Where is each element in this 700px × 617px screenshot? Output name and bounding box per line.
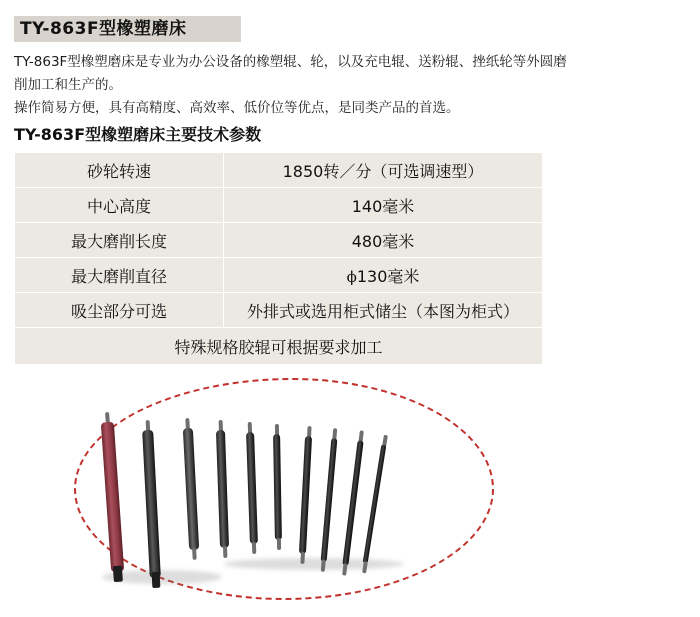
intro-text — [14, 52, 674, 121]
section-heading: TY-863F型橡塑磨床主要技术参数 — [14, 125, 262, 144]
roller-shadow — [224, 558, 404, 570]
spec-label: 中心高度 — [15, 188, 224, 223]
roller-tip-icon — [151, 572, 160, 588]
spec-value-diameter — [224, 258, 543, 293]
intro-line-3: 操作简易方便，具有高精度、高效率、低价位等优点，是同类产品的首选。 — [14, 100, 460, 116]
roller-tip-icon — [252, 542, 256, 554]
diameter-symbol: ϕ — [346, 267, 357, 286]
table-row — [15, 293, 543, 328]
table-row-note — [15, 328, 543, 365]
roller-tip-icon — [192, 548, 197, 560]
roller-tip-icon — [222, 546, 226, 558]
table-row — [15, 188, 543, 223]
spec-value: 外排式或选用柜式储尘（本图为柜式） — [224, 293, 543, 328]
spec-label: 最大磨削长度 — [15, 223, 224, 258]
table-row — [15, 223, 543, 258]
roller-tip-icon — [113, 566, 123, 583]
spec-label: 砂轮转速 — [15, 153, 224, 188]
roller-tip-icon — [276, 538, 280, 550]
spec-value: 1850转／分（可选调速型） — [224, 153, 543, 188]
rubber-rollers-photo — [14, 370, 686, 610]
table-row — [15, 258, 543, 293]
intro-line-2: 削加工和生产的。 — [14, 77, 122, 93]
spec-value: 140毫米 — [224, 188, 543, 223]
spec-table — [14, 152, 543, 365]
spec-note: 特殊规格胶辊可根据要求加工 — [15, 328, 543, 365]
intro-line-1: TY-863F型橡塑磨床是专业为办公设备的橡塑辊、轮，以及充电辊、送粉辊、挫纸轮等外圆磨 — [14, 54, 567, 70]
spec-label: 最大磨削直径 — [15, 258, 224, 293]
roller-tip-icon — [300, 552, 305, 564]
page-title: TY-863F型橡塑磨床 — [20, 19, 187, 39]
spec-value: 480毫米 — [224, 223, 543, 258]
spec-label: 吸尘部分可选 — [15, 293, 224, 328]
table-row — [15, 153, 543, 188]
spec-value: 130毫米 — [356, 266, 420, 286]
